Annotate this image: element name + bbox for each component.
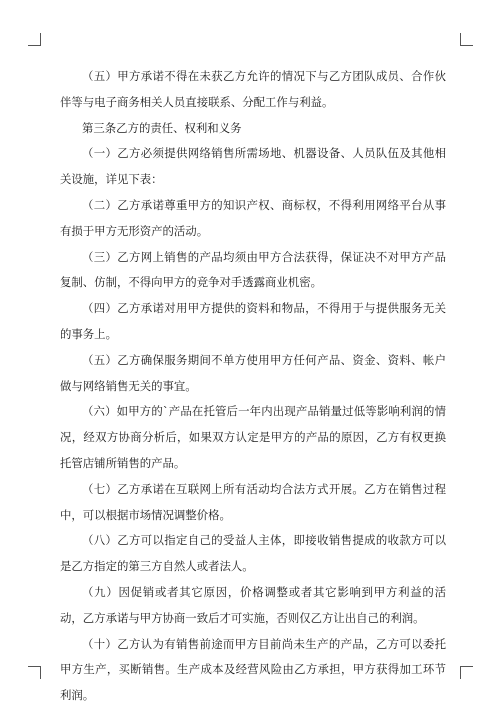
crop-mark-top-left — [28, 33, 41, 46]
clause-5b-paragraph: （五）乙方确保服务期间不单方使用甲方任何产品、资金、资料、帐户做与网络销售无关的事宜。 — [60, 352, 446, 393]
crop-mark-top-right — [460, 33, 473, 46]
clause-4-paragraph: （四）乙方承诺对用甲方提供的资料和物品，不得用于与提供服务无关的事务上。 — [60, 301, 446, 341]
article-3-heading: 第三条乙方的责任、权利和义务 — [82, 120, 242, 135]
clause-6-paragraph: （六）如甲方的`产品在托管后一年内出现产品销量过低等影响利润的情况，经双方协商分析后，如果双方认定是甲方的产品的原因，乙方有权更换托管店铺所销售的产品。 — [60, 404, 446, 470]
document-body — [60, 64, 446, 709]
crop-mark-bottom-right — [460, 666, 473, 679]
clause-9-paragraph: （九）因促销或者其它原因，价格调整或者其它影响到甲方利益的活动，乙方承诺与甲方协商一致后才可实施，否则仅乙方让出自己的利润。 — [60, 584, 446, 625]
clause-10-paragraph: （十）乙方认为有销售前途而甲方目前尚未生产的产品，乙方可以委托甲方生产，买断销售。生产成本及经营风险由乙方承担，甲方获得加工环节利润。 — [60, 636, 446, 703]
clause-8-paragraph: （八）乙方可以指定自己的受益人主体，即接收销售提成的收款方可以是乙方指定的第三方自然人或者法人。 — [60, 533, 446, 574]
clause-7-paragraph: （七）乙方承诺在互联网上所有活动均合法方式开展。乙方在销售过程中，可以根据市场情况调整价格。 — [60, 481, 446, 522]
clause-2-paragraph: （二）乙方承诺尊重甲方的知识产权、商标权，不得利用网络平台从事有损于甲方无形资产的活动。 — [60, 197, 446, 238]
crop-mark-bottom-left — [28, 666, 41, 679]
clause-3-paragraph: （三）乙方网上销售的产品均须由甲方合法获得，保证决不对甲方产品复制、仿制，不得向甲方的竞争对手透露商业机密。 — [60, 249, 446, 290]
clause-5-paragraph: （五）甲方承诺不得在未获乙方允许的情况下与乙方团队成员、合作伙伴等与电子商务相关人员直接联系、分配工作与利益。 — [60, 69, 446, 109]
clause-1-paragraph: （一）乙方必须提供网络销售所需场地、机器设备、人员队伍及其他相关设施，详见下表： — [60, 146, 446, 187]
